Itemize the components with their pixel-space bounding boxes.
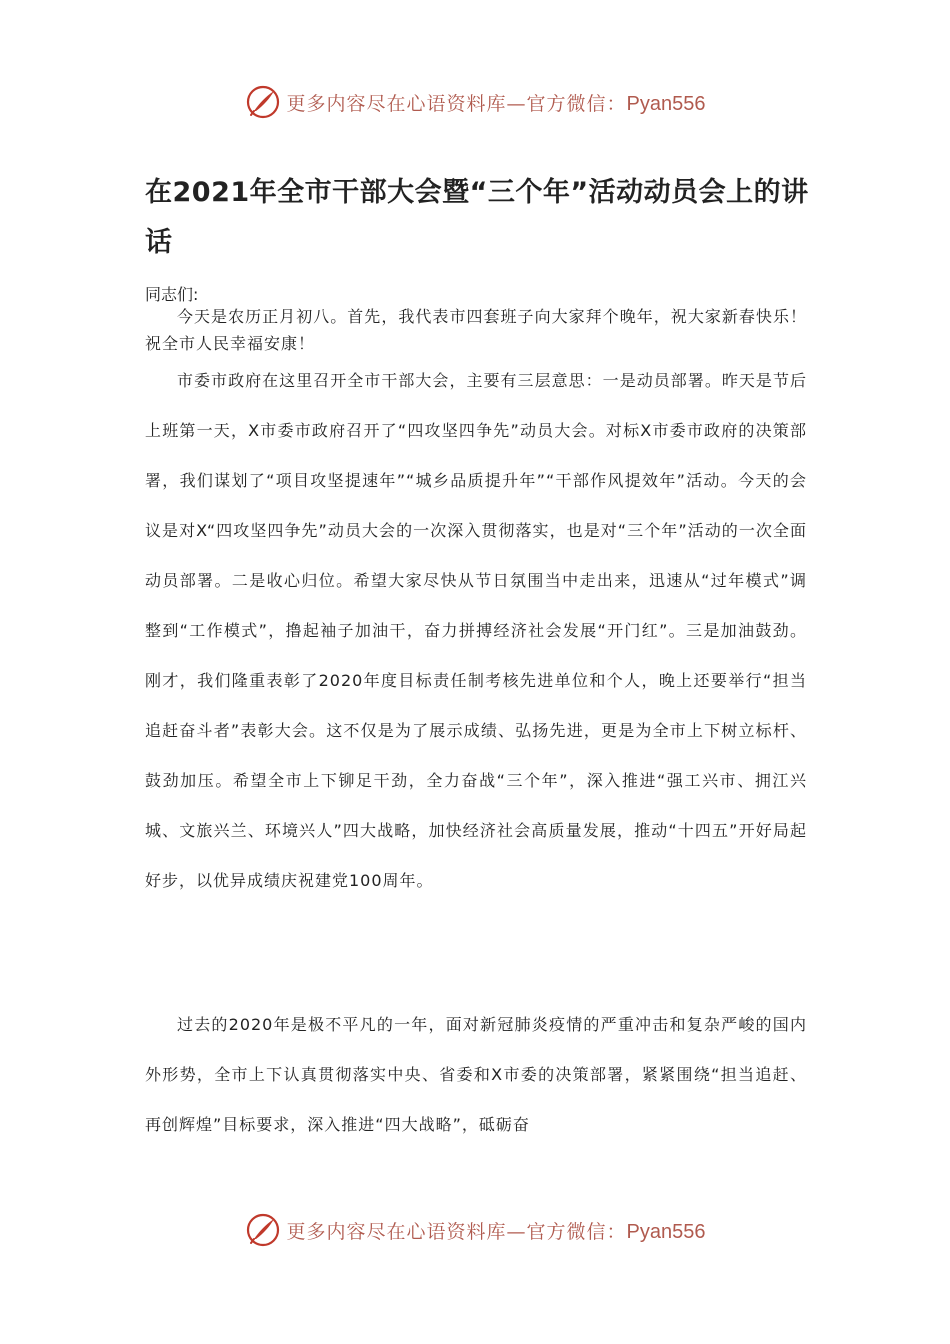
watermark-text: 更多内容尽在心语资料库—官方微信：Pyan556 <box>286 1220 706 1243</box>
wechat-id: Pyan556 <box>626 92 706 115</box>
watermark-text: 更多内容尽在心语资料库—官方微信：Pyan556 <box>286 92 706 115</box>
paragraph-greeting: 今天是农历正月初八。首先，我代表市四套班子向大家拜个晚年，祝大家新春快乐！祝全市人民幸福安康！ <box>145 307 807 353</box>
paragraph-review-2020: 过去的2020年是极不平凡的一年，面对新冠肺炎疫情的严重冲击和复杂严峻的国内外形势，全市上下认真贯彻落实中央、省委和X市委的决策部署，紧紧围绕“担当追赶、再创辉煌”目标要求，深入推进“四大战略”，砥砺奋 <box>145 1015 807 1134</box>
salutation: 同志们: <box>145 285 199 304</box>
document-title: 在2021年全市干部大会暨“三个年”活动动员会上的讲话 <box>145 177 809 258</box>
wechat-id: Pyan556 <box>626 1220 706 1243</box>
paragraph-meeting-purpose: 市委市政府在这里召开全市干部大会，主要有三层意思：一是动员部署。昨天是节后上班第一天，X市委市政府召开了“四攻坚四争先”动员大会。对标X市委市政府的决策部署，我们谋划了“项目攻坚提速年”“城乡品质提升年”“干部作风提效年”活动。今天的会议是对X“四攻坚四争先”动员大会的一次深入贯彻落实，也是对“三个年”活动的一次全面动员部署。二是收心归位。希望大家尽快从节日氛围当中走出来，迅速从“过年模式”调整到“工作模式”，撸起袖子加油干，奋力拼搏经济社会发展“开门红”。三是加油鼓劲。刚才，我们隆重表彰了2020年度目标责任制考核先进单位和个人，晚上还要举行“担当追赶奋斗者”表彰大会。这不仅是为了展示成绩、弘扬先进，更是为全市上下树立标杆、鼓劲加压。希望全市上下铆足干劲，全力奋战“三个年”，深入推进“强工兴市、拥江兴城、文旅兴兰、环境兴人”四大战略，加快经济社会高质量发展，推动“十四五”开好局起好步，以优异成绩庆祝建党100周年。 <box>145 371 807 890</box>
header-watermark <box>0 84 950 120</box>
quill-logo-icon <box>245 1212 281 1248</box>
footer-watermark <box>0 1212 950 1248</box>
quill-logo-icon <box>245 84 281 120</box>
